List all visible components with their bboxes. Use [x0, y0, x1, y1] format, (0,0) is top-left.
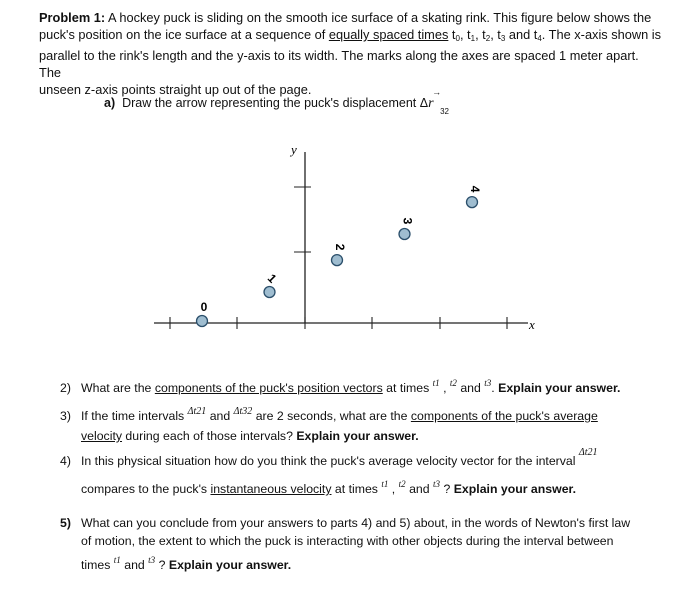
puck-label-3: 3 — [400, 217, 415, 225]
problem-label: Problem 1: — [39, 10, 106, 25]
puck-label-2: 2 — [332, 243, 347, 251]
puck-1 — [264, 287, 275, 298]
puck-label-1: 1 — [264, 271, 280, 286]
displacement-vector: → r 32 — [428, 87, 450, 116]
part-a-prompt: a) Draw the arrow representing the puck's displacement Δ → r 32 — [104, 87, 450, 116]
problem-line-2: puck's position on the ice surface at a sequence of equally spaced times $t_0$, $t_1$, $t_2$, $t_3$ and $t_4$. The x-axis shown is — [39, 27, 662, 43]
y-axis-ticks — [294, 187, 311, 252]
puck-0 — [197, 316, 208, 327]
problem-line-3: parallel to the rink's length and the y-axis to its width. The marks along the axes are spaced 1 meter apart. The — [39, 48, 639, 80]
puck-label-0: 0 — [200, 300, 208, 315]
y-axis-label: y — [291, 142, 297, 157]
question-5-line-3: times $^{t1}$ and $^{t3}$ ? Explain your answer. — [81, 555, 292, 572]
puck-positions — [197, 186, 482, 327]
problem-line-4: unseen z-axis points straight up out of the page. — [39, 82, 312, 97]
question-4-line-2: compares to the puck's instantaneous velocity at times $^{t1}$ , $^{t2}$ and $^{t3}$ ? Explain your answer. — [81, 479, 577, 496]
problem-line-1: Problem 1: A hockey puck is sliding on the smooth ice surface of a skating rink. This figure below shows the — [39, 10, 652, 25]
equally-spaced-times: equally spaced times — [328, 27, 449, 42]
x-axis-label: x — [529, 317, 535, 332]
puck-4 — [467, 197, 478, 208]
puck-3 — [399, 229, 410, 240]
part-a-label: a) — [104, 96, 116, 110]
puck-position-diagram — [150, 140, 550, 350]
puck-2 — [332, 255, 343, 266]
problem-statement — [39, 9, 664, 98]
puck-label-4: 4 — [467, 185, 482, 193]
